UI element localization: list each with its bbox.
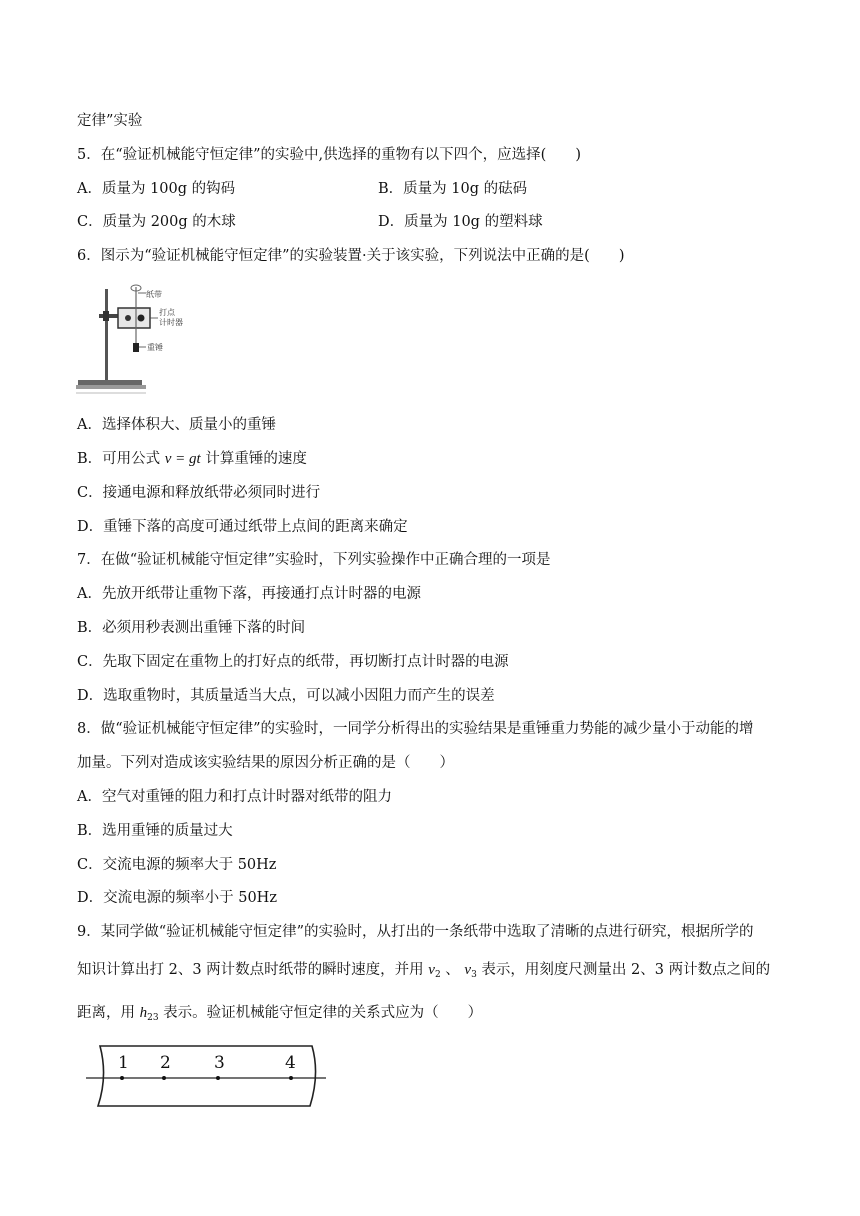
q7-option-a: A．先放开纸带让重物下落，再接通打点计时器的电源: [77, 586, 421, 602]
tape-dot-1: [120, 1076, 124, 1080]
paper-tape-figure: [86, 1040, 326, 1116]
v2-symbol: v: [428, 962, 435, 978]
q6-option-d: D．重锤下落的高度可通过纸带上点间的距离来确定: [77, 519, 408, 535]
continued-text: 定律”实验: [77, 113, 143, 129]
tape-dot-3: [216, 1076, 220, 1080]
label-timer-2: 计时器: [159, 318, 183, 327]
tape-label-1: 1: [118, 1053, 129, 1073]
q9-stem-line3: [77, 1003, 482, 1028]
q9-stem-line1: 9．某同学做“验证机械能守恒定律”的实验时，从打出的一条纸带中选取了清晰的点进行研究，根据所学的: [77, 924, 754, 940]
v3-symbol: v: [464, 962, 472, 978]
q8-option-a: A．空气对重锤的阻力和打点计时器对纸带的阻力: [77, 789, 392, 805]
q9-stem-line2: [77, 960, 770, 985]
q6-stem: 6．图示为“验证机械能守恒定律”的实验装置·关于该实验，下列说法中正确的是( ): [77, 248, 625, 264]
q9-stem-line2-pre: 知识计算出打 2、3 两计数点时纸带的瞬时速度，并用: [77, 962, 424, 978]
q7-stem: 7．在做“验证机械能守恒定律”实验时，下列实验操作中正确合理的一项是: [77, 552, 551, 568]
q6-option-c: C．接通电源和释放纸带必须同时进行: [77, 485, 321, 501]
q9-stem-line3-pre: 距离，用: [77, 1005, 135, 1021]
q8-option-b: B．选用重锤的质量过大: [77, 823, 233, 839]
q6-option-b-pre: B．可用公式: [77, 451, 161, 467]
apparatus-figure: [76, 281, 200, 397]
velocity-formula: v = gt: [164, 451, 201, 467]
q8-stem-line2: 加量。下列对造成该实验结果的原因分析正确的是（ ）: [77, 755, 454, 771]
q8-stem-line1: 8．做“验证机械能守恒定律”的实验时，一同学分析得出的实验结果是重锤重力势能的减少量小于动能的增: [77, 721, 754, 737]
label-weight: 重锤: [147, 343, 163, 352]
tape-dot-4: [289, 1076, 293, 1080]
q7-option-b: B．必须用秒表测出重锤下落的时间: [77, 620, 306, 636]
label-timer-1: 打点: [159, 308, 175, 317]
q7-option-c: C．先取下固定在重物上的打好点的纸带，再切断打点计时器的电源: [77, 654, 509, 670]
label-tape: 纸带: [146, 290, 162, 299]
h23-subscript: 23: [147, 1013, 159, 1023]
q8-option-d: D．交流电源的频率小于 50Hz: [77, 890, 277, 906]
q5-option-a: A．质量为 100g 的钩码: [77, 181, 236, 197]
tape-label-4: 4: [285, 1053, 296, 1073]
q5-stem: 5．在“验证机械能守恒定律”的实验中,供选择的重物有以下四个，应选择( ): [77, 147, 581, 163]
symbol-separator: 、: [445, 962, 460, 978]
q6-option-b: [77, 449, 307, 469]
q9-stem-line3-post: 表示。验证机械能守恒定律的关系式应为（ ）: [163, 1005, 483, 1021]
q5-option-b: B．质量为 10g 的砝码: [378, 181, 528, 197]
v2-subscript: 2: [434, 970, 441, 980]
q6-option-a: A．选择体积大、质量小的重锤: [77, 417, 276, 433]
q8-option-c: C．交流电源的频率大于 50Hz: [77, 857, 277, 873]
q5-option-c: C．质量为 200g 的木球: [77, 214, 236, 230]
tape-label-3: 3: [214, 1053, 225, 1073]
q6-option-b-post: 计算重锤的速度: [205, 451, 307, 467]
q7-option-d: D．选取重物时，其质量适当大点，可以减小因阻力而产生的误差: [77, 688, 495, 704]
q5-option-d: D．质量为 10g 的塑料球: [378, 214, 543, 230]
tape-dot-2: [162, 1076, 166, 1080]
tape-label-2: 2: [160, 1053, 171, 1073]
h23-symbol: h: [139, 1005, 148, 1021]
q9-stem-line2-post: 表示，用刻度尺测量出 2、3 两计数点之间的: [481, 962, 771, 978]
v3-subscript: 3: [471, 970, 477, 980]
